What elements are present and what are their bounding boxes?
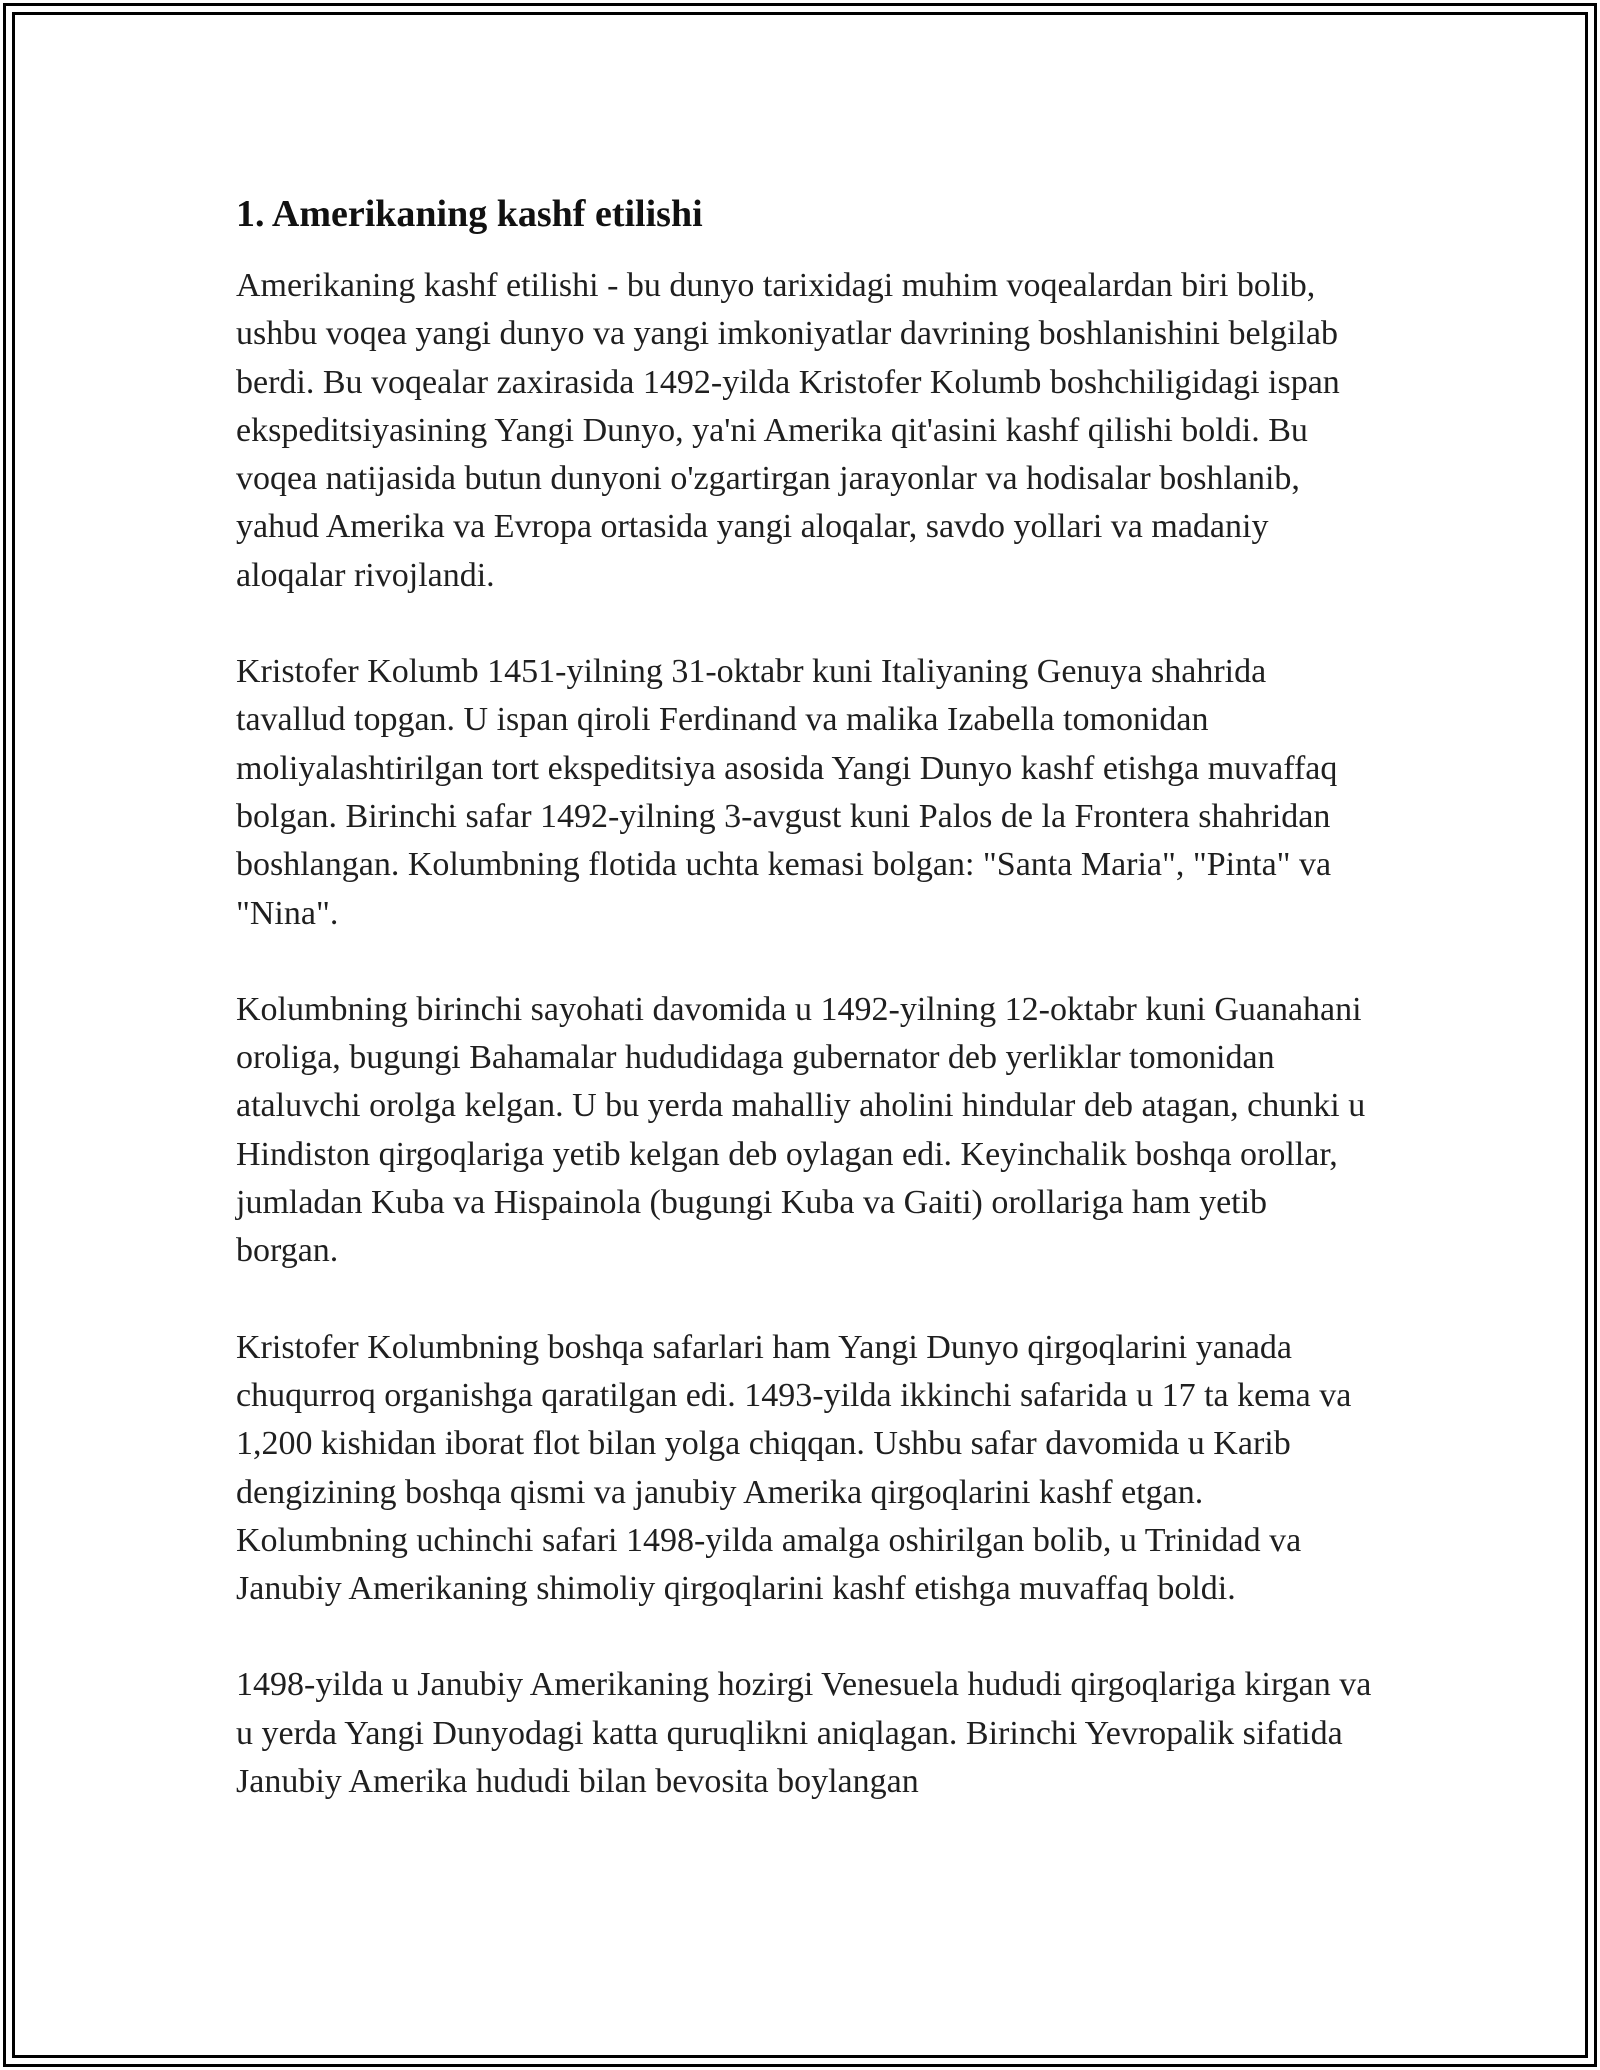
paragraph-later-voyages: Kristofer Kolumbning boshqa safarlari ham Yangi Dunyo qirgoqlarini yanada chuqurroq organishga qaratilgan edi. 1493-yilda ikkinchi safarida u 17 ta kema va 1,200 kishidan iborat flot bilan yolga chiqqan. Ushbu safar davomida u Karib dengizining boshqa qismi va janubiy Amerika qirgoqlarini kashf etgan. Kolumbning uchinchi safari 1498-yilda amalga oshirilgan bolib, u Trinidad va Janubiy Amerikaning shimoliy qirgoqlarini kashf etishga muvaffaq boldi. (236, 1328, 1352, 1608)
paragraph-intro: Amerikaning kashf etilishi - bu dunyo tarixidagi muhim voqealardan biri bolib, ushbu voqea yangi dunyo va yangi imkoniyatlar davrining boshlanishini belgilab berdi. Bu voqealar zaxirasida 1492-yilda Kristofer Kolumb boshchiligidagi ispan ekspeditsiyasining Yangi Dunyo, ya'ni Amerika qit'asini kashf qilishi boldi. Bu voqea natijasida butun dunyoni o'zgartirgan jarayonlar va hodisalar boshlanib, yahud Amerika va Evropa ortasida yangi aloqalar, savdo yollari va madaniy aloqalar rivojlandi. (236, 267, 1340, 594)
section-heading: 1. Amerikaning kashf etilishi (236, 193, 703, 235)
document-body (236, 188, 1376, 1854)
paragraph-columbus-biography: Kristofer Kolumb 1451-yilning 31-oktabr kuni Italiyaning Genuya shahrida tavallud topgan. U ispan qiroli Ferdinand va malika Izabella tomonidan moliyalashtirilgan tort ekspeditsiya asosida Yangi Dunyo kashf etishga muvaffaq bolgan. Birinchi safar 1492-yilning 3-avgust kuni Palos de la Frontera shahridan boshlangan. Kolumbning flotida uchta kemasi bolgan: "Santa Maria", "Pinta" va "Nina". (236, 653, 1338, 932)
paragraph-first-voyage: Kolumbning birinchi sayohati davomida u 1492-yilning 12-oktabr kuni Guanahani oroliga, bugungi Bahamalar hududidaga gubernator deb yerliklar tomonidan ataluvchi orolga kelgan. U bu yerda mahalliy aholini hindular deb atagan, chunki u Hindiston qirgoqlariga yetib kelgan deb oylagan edi. Keyinchalik boshqa orollar, jumladan Kuba va Hispainola (bugungi Kuba va Gaiti) orollariga ham yetib borgan. (236, 990, 1366, 1270)
paragraph-south-america: 1498-yilda u Janubiy Amerikaning hozirgi Venesuela hududi qirgoqlariga kirgan va u yerda Yangi Dunyodagi katta quruqlikni aniqlagan. Birinchi Yevropalik sifatida Janubiy Amerika hududi bilan bevosita boylangan (236, 1666, 1372, 1801)
